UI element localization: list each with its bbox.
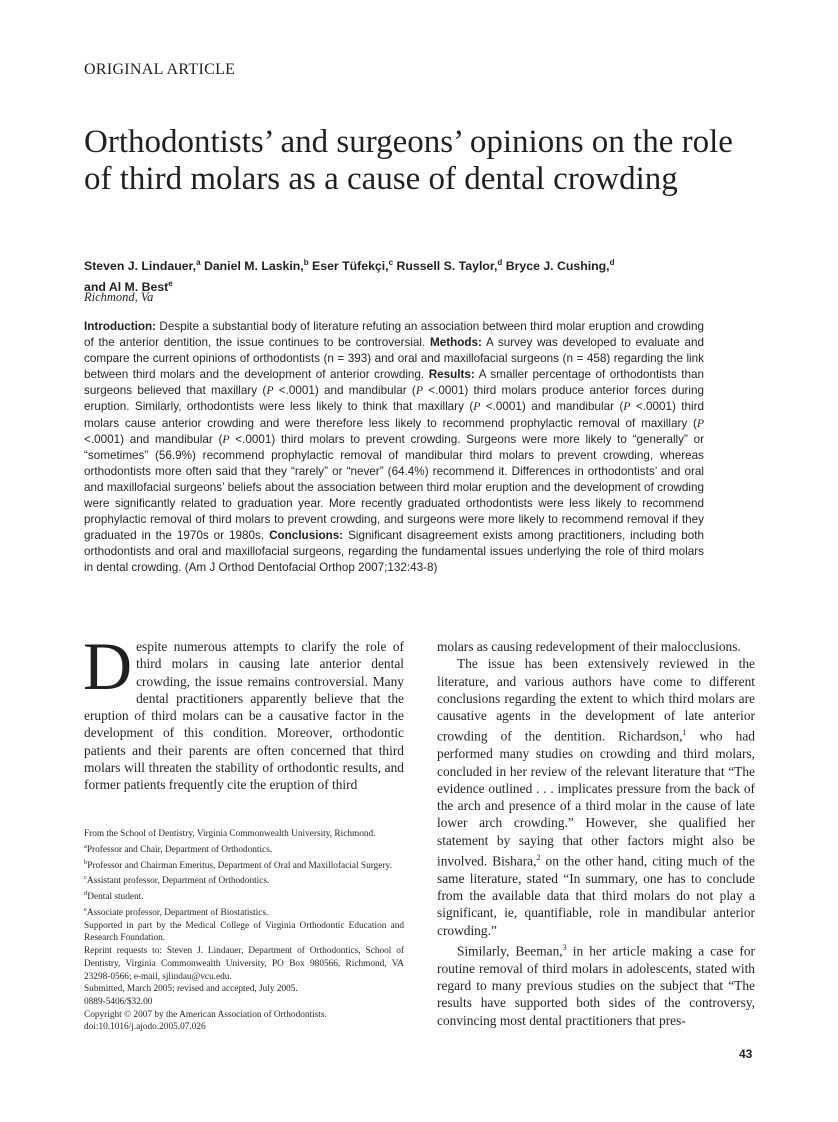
reference-marker: 2 xyxy=(536,853,541,863)
footnote-copyright: Copyright © 2007 by the American Association of Orthodontists. xyxy=(84,1009,327,1020)
body-text: in her article making a case for routine removal of third molars in adolescents, stated with regard to many previous studies on the subject that “The results have supported both sides of the controversy, convincing most dental practitioners that pres- xyxy=(437,943,755,1028)
author-affiliation-marker: b xyxy=(303,258,309,267)
footnotes xyxy=(84,828,404,1034)
footnote-support: Supported in part by the Medical College of Virginia Orthodontic Education and Research Foundation. xyxy=(84,920,404,944)
footnote-text: Professor and Chair, Department of Orthodontics. xyxy=(86,844,273,855)
page-number: 43 xyxy=(739,1047,753,1061)
body-paragraph xyxy=(437,638,755,655)
author: Russell S. Taylor, xyxy=(396,259,498,274)
footnote-doi: doi:10.1016/j.ajodo.2005.07.026 xyxy=(84,1022,206,1033)
author: and Al M. Best xyxy=(84,280,169,295)
abstract-results-text: <.0001) and mandibular ( xyxy=(480,400,624,414)
footnote-reprint: Reprint requests to: Steven J. Lindauer, Department of Orthodontics, School of Dentistry, Virginia Commonwealth University, PO Box 980566, Richmond, VA 23298-0566; e-mail, sjlindau@vcu.edu. xyxy=(84,946,404,982)
body-text: The issue has been extensively reviewed in the literature, and various authors have come to different conclusions regarding the extent to which third molars are causative agents in the development of late anterior crowding of the dentition. Richardson, xyxy=(437,656,755,744)
abstract-results-text: <.0001) third molars cause anterior crowding and were therefore less likely to recommend prophylactic removal of maxillary ( xyxy=(84,400,704,430)
abstract-conclusions-text: Significant disagreement exists among practitioners, including both orthodontists and oral and maxillofacial surgeons, regarding the fundamental issues underlying the role of third molars in dental crowding. (Am J Orthod Dentofacial Orthop 2007;132:43-8) xyxy=(84,529,705,575)
author: Daniel M. Laskin, xyxy=(203,259,304,274)
footnote-text: Associate professor, Department of Biostatistics. xyxy=(86,907,269,918)
footnote-issn: 0889-5406/$32.00 xyxy=(84,996,153,1007)
body-text: Similarly, Beeman, xyxy=(457,943,563,959)
body-text: on the other hand, citing much of the same literature, stated “In summary, one has to conclude from the available data that third molars do not play a significant, ie, quantifiable, role in mandibular anterior crowding.” xyxy=(437,853,755,938)
author-list xyxy=(84,254,724,296)
footnote-marker: c xyxy=(84,874,87,882)
p-value-symbol: P xyxy=(415,384,423,398)
abstract xyxy=(84,319,704,577)
body-column-right xyxy=(437,638,755,1029)
footnote-item xyxy=(84,857,404,873)
abstract-results-text: <.0001) and mandibular ( xyxy=(273,384,416,398)
footnote-text: Assistant professor, Department of Orthodontics. xyxy=(86,876,270,887)
author-affiliation-marker: e xyxy=(168,279,173,289)
reference-marker: 3 xyxy=(562,942,567,952)
author-affiliation-marker: d xyxy=(497,258,503,267)
author-affiliation-marker: d xyxy=(609,258,615,267)
abstract-conclusions-label: Conclusions: xyxy=(269,529,344,543)
footnote-item xyxy=(84,904,404,920)
p-value-symbol: P xyxy=(266,384,274,398)
author: Eser Tüfekçi, xyxy=(312,259,389,274)
abstract-results-label: Results: xyxy=(428,368,475,382)
body-text: molars as causing redevelopment of their malocclusions. xyxy=(437,639,741,654)
footnote-affiliation: From the School of Dentistry, Virginia Commonwealth University, Richmond. xyxy=(84,829,376,839)
reference-marker: 1 xyxy=(682,728,687,738)
abstract-results-text: <.0001) third molars produce anterior forces during eruption. Similarly, orthodontists were less likely to think that maxillary ( xyxy=(84,384,704,414)
section-label: ORIGINAL ARTICLE xyxy=(84,61,236,78)
p-value-symbol: P xyxy=(623,400,631,414)
abstract-intro-text: Despite a substantial body of literature refuting an association between third molar eruption and crowding of the anterior dentition, the issue continues to be controversial. xyxy=(84,320,705,350)
p-value-symbol: P xyxy=(222,432,230,446)
article-title: Orthodontists’ and surgeons’ opinions on the role of third molars as a cause of dental crowding xyxy=(84,124,733,197)
author-affiliation-marker: c xyxy=(388,258,394,267)
body-paragraph xyxy=(437,939,755,1029)
p-value-symbol: P xyxy=(696,416,704,430)
footnote-text: Professor and Chairman Emeritus, Department of Oral and Maxillofacial Surgery. xyxy=(87,860,392,871)
footnote-submitted: Submitted, March 2005; revised and accepted, July 2005. xyxy=(84,984,298,995)
drop-cap: D xyxy=(83,628,133,704)
footnote-item xyxy=(84,872,404,888)
footnote-marker: a xyxy=(84,842,87,850)
abstract-results-text: <.0001) third molars to prevent crowding. Surgeons were more likely to “generally” or “sometimes” (56.9%) recommend prophylactic removal of mandibular third molars to prevent crowding, whereas orthodontists more often said that they “rarely” or “never” (64.4%) recommend it. Differences in orthodontists’ and oral and maxillofacial surgeons’ beliefs about the association between third molar eruption and the development of crowding were significantly related to graduation year. More recently graduated orthodontists were less likely to recommend prophylactic removal of third molars to prevent crowding, and surgeons were more likely to recommend removal if they graduated in the 1970s or 1980s. xyxy=(84,432,704,543)
footnote-item xyxy=(84,888,404,904)
footnote-marker: d xyxy=(84,890,88,898)
footnote-text: Dental student. xyxy=(87,892,144,903)
abstract-methods-text: A survey was developed to evaluate and compare the current opinions of orthodontists (n = 393) and oral and maxillofacial surgeons (n = 458) regarding the link between third molars and the development of anterior crowding. xyxy=(84,336,704,382)
author: Steven J. Lindauer, xyxy=(84,259,197,274)
footnote-item xyxy=(84,841,404,857)
author-location: Richmond, Va xyxy=(84,290,154,304)
author-affiliation-marker: a xyxy=(196,258,201,267)
author: Bryce J. Cushing, xyxy=(505,259,610,274)
abstract-methods-label: Methods: xyxy=(429,336,482,350)
body-paragraph xyxy=(437,655,755,939)
footnote-marker: e xyxy=(84,905,87,913)
body-paragraph: espite numerous attempts to clarify the role of third molars in causing late anterior dental crowding, the issue remains controversial. Many dental practitioners apparently believe that the eruption of third molars can be a causative factor in the development of this condition. Moreover, orthodontic patients and their parents are often concerned that third molars will threaten the stability of orthodontic results, and former patients frequently cite the eruption of third xyxy=(84,639,404,793)
body-text: who had performed many studies on crowding and third molars, concluded in her review of the relevant literature that “The evidence outlined . . . implicates pressure from the back of the arch and presence of a third molar in the cause of late lower arch crowding.” However, she qualified her statement by saying that other factors might also be involved. Bishara, xyxy=(437,728,755,869)
abstract-intro-label: Introduction: xyxy=(84,320,157,333)
abstract-results-text: A smaller percentage of orthodontists than surgeons believed that maxillary ( xyxy=(84,368,704,398)
abstract-results-text: <.0001) and mandibular ( xyxy=(84,432,223,446)
body-column-left xyxy=(83,628,404,794)
p-value-symbol: P xyxy=(473,400,481,414)
footnote-marker: b xyxy=(84,858,88,866)
